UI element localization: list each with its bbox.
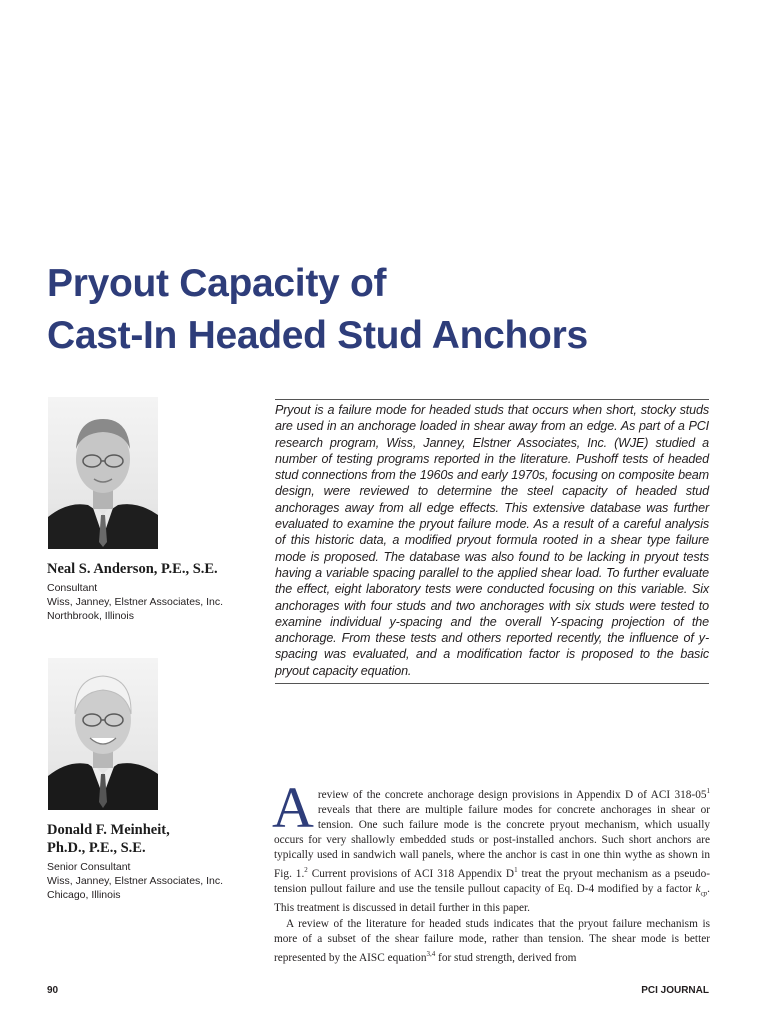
author-name-line-2: Ph.D., P.E., S.E. [47, 840, 146, 856]
author-role: Consultant [47, 582, 98, 594]
author-block-anderson [47, 560, 262, 623]
body-text [272, 775, 710, 966]
title-line-1: Pryout Capacity of [47, 262, 387, 305]
author-location: Chicago, Illinois [47, 889, 121, 901]
author-photo-meinheit [48, 658, 158, 810]
author-organization: Wiss, Janney, Elstner Associates, Inc. [47, 596, 224, 608]
page-number: 90 [47, 985, 59, 996]
author-organization: Wiss, Janney, Elstner Associates, Inc. [47, 875, 224, 887]
journal-name: PCI JOURNAL [641, 985, 709, 996]
author-location: Northbrook, Illinois [47, 610, 134, 622]
author-name: Neal S. Anderson, P.E., S.E. [47, 561, 218, 577]
abstract-box [275, 399, 709, 684]
article-title [47, 258, 727, 362]
drop-cap: A [272, 775, 314, 840]
author-photo-anderson [48, 397, 158, 549]
author-role: Senior Consultant [47, 861, 131, 873]
author-name-line-1: Donald F. Meinheit, [47, 822, 170, 838]
body-paragraph-2: A review of the literature for headed studs indicates that the pryout failure mechanism is more of a subset of the shear failure mode, rather than tension. The shear mode is better represented by the AISC equation$^{3,4}$ for stud strength, derived from [274, 917, 710, 964]
author-block-meinheit [47, 821, 262, 902]
title-line-2: Cast-In Headed Stud Anchors [47, 314, 588, 357]
body-paragraph-1: A review of the concrete anchorage design provisions in Appendix D of ACI $318-05^1$ reveals that there are multiple failure modes for concrete anchorages in shear or tension. One such failure mode is the concrete pryout mechanism, which usually occurs for very shallowly embedded studs or post-installed anchors. Such short anchors are typically used in sandwich wall panels, where the anchor is cast in one thin wythe as shown in Fig. 1.$^2$ Current provisions of ACI 318 Appendix $D^1$ treat the pryout mechanism as a pseudo-tension pullout failure and use the tensile pullout capacity of Eq. D-4 modified by a factor $k_{cp}$. This treatment is discussed in detail further in this paper. [272, 775, 710, 915]
abstract-text: Pryout is a failure mode for headed studs that occurs when short, stocky studs are used in an anchorage loaded in shear away from an edge. As part of a PCI research program, Wiss, Janney, Elstner Associates, Inc. (WJE) studied a number of testing programs reported in the literature. Pushoff tests of headed stud connections from the 1960s and early 1970s, focusing on composite beam design, were reviewed to determine the steel capacity of headed stud anchorages away from all edge effects. This extensive database was further evaluated to examine the pryout failure mode. As a result of a careful analysis of this historic data, a modified pryout formula rooted in a shear type failure mode is proposed. The database was also found to be lacking in pryout tests having a variable spacing parallel to the applied shear load. To further evaluate the effect, eight laboratory tests were conducted focusing on this variable. Six anchorages with four studs and two anchorages with six studs were tested to examine individual y-spacing and the overall Y-spacing projection of the anchorage. From these tests and others reported recently, the influence of y-spacing was evaluated, and a modification factor is proposed to the basic pryout capacity equation. [275, 403, 709, 678]
